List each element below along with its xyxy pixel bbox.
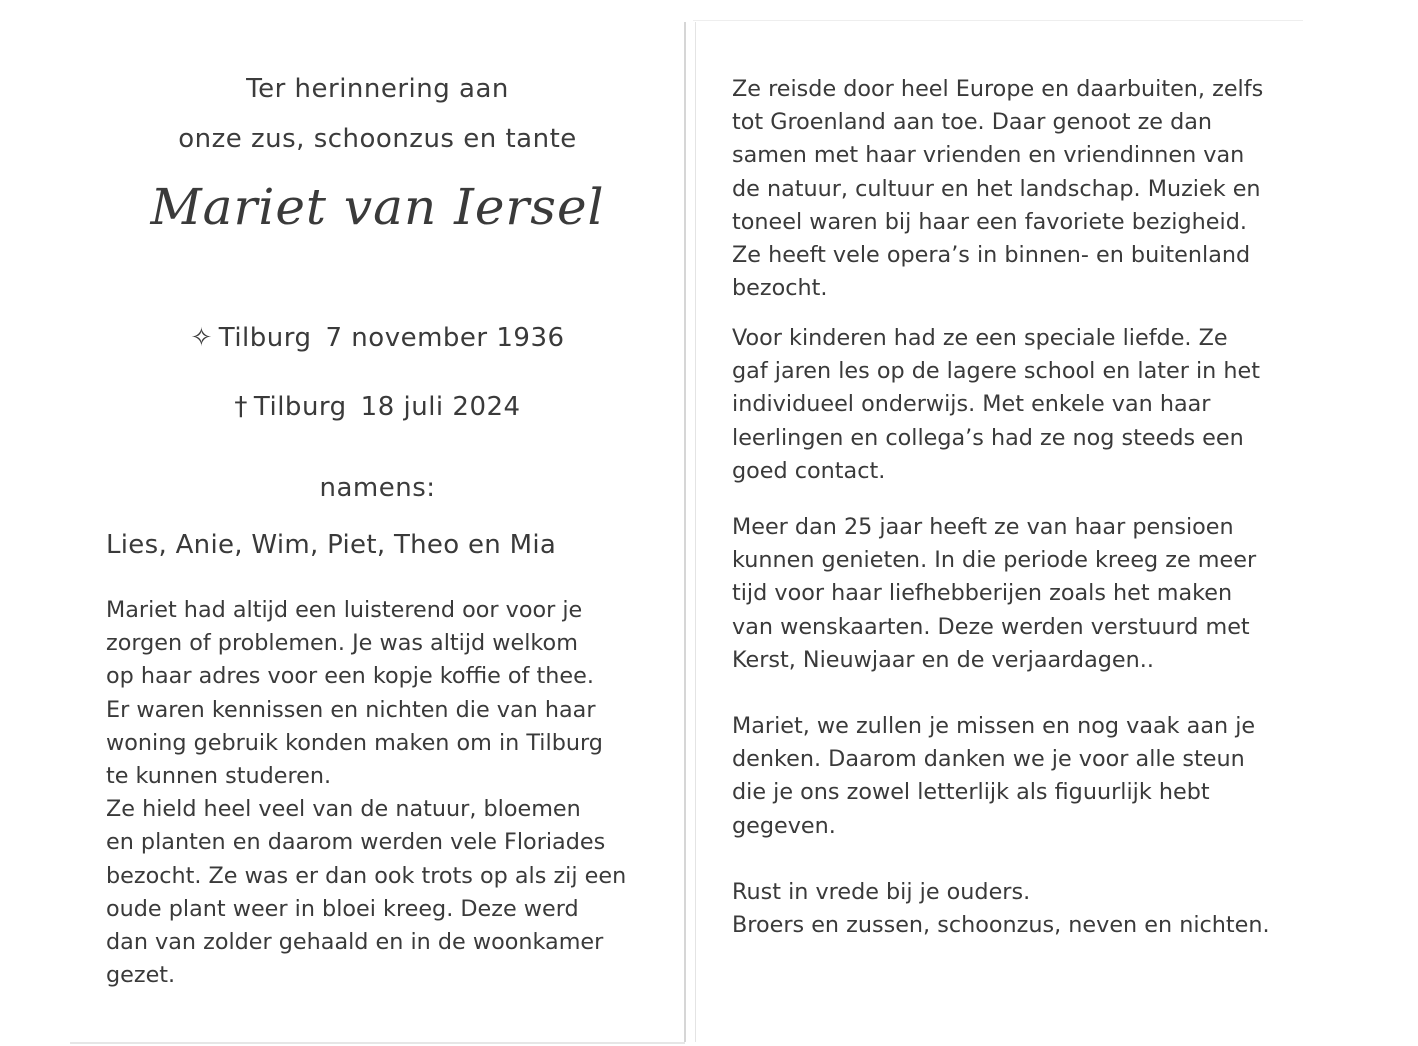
text-line: de natuur, cultuur en het landschap. Muziek en: [732, 175, 1261, 202]
text-line: woning gebruik konden maken om in Tilburg: [106, 729, 603, 756]
text-line: van wenskaarten. Deze werden verstuurd met: [732, 613, 1250, 640]
text-line: gaf jaren les op de lagere school en later in het: [732, 358, 1260, 385]
text-line: Mariet had altijd een luisterend oor voor je: [106, 597, 583, 623]
birth-date: 7 november 1936: [325, 323, 565, 353]
text-line: samen met haar vrienden en vriendinnen van: [732, 142, 1245, 169]
text-line: zorgen of problemen. Je was altijd welkom: [106, 630, 578, 657]
right-page: [693, 20, 1303, 1043]
text-line: bezocht.: [732, 275, 828, 302]
deceased-name: Mariet van Iersel: [150, 178, 605, 236]
text-line: Kerst, Nieuwjaar en de verjaardagen..: [732, 646, 1154, 673]
text-line: die je ons zowel letterlijk als figuurlijk hebt: [732, 779, 1210, 806]
on-behalf-label: namens:: [319, 473, 436, 503]
text-line: toneel waren bij haar een favoriete bezigheid.: [732, 208, 1247, 235]
text-line: en planten en daarom werden vele Floriades: [106, 829, 606, 856]
text-line: op haar adres voor een kopje koffie of thee.: [106, 663, 594, 690]
text-line: bezocht. Ze was er dan ook trots op als zij een: [106, 862, 627, 889]
paragraph-farewell: [732, 710, 1255, 843]
birth-line: [70, 323, 685, 353]
text-line: Ze hield heel veel van de natuur, bloemen: [106, 796, 581, 823]
text-line: kunnen genieten. In die periode kreeg ze meer: [732, 547, 1257, 574]
cross-icon: †: [234, 392, 248, 422]
text-line: gezet.: [106, 962, 176, 989]
text-line: Mariet, we zullen je missen en nog vaak aan je: [732, 713, 1256, 739]
intro-line-1: Ter herinnering aan: [246, 74, 509, 104]
text-line: Ze reisde door heel Europe en daarbuiten, zelfs: [732, 76, 1264, 102]
intro-line-2: onze zus, schoonzus en tante: [178, 124, 577, 154]
text-line: goed contact.: [732, 457, 886, 484]
paragraph-travel: [732, 73, 1263, 305]
paragraph-children: [732, 322, 1260, 488]
family-names: Lies, Anie, Wim, Piet, Theo en Mia: [106, 530, 557, 560]
text-line: Ze heeft vele opera’s in binnen- en buitenland: [732, 242, 1251, 269]
text-line: oude plant weer in bloei kreeg. Deze werd: [106, 895, 579, 922]
paragraph-pension: [732, 511, 1256, 677]
text-line: tot Groenland aan toe. Daar genoot ze dan: [732, 109, 1213, 136]
text-line: Rust in vrede bij je ouders.: [732, 879, 1031, 905]
text-line: tijd voor haar liefhebberijen zoals het maken: [732, 580, 1233, 607]
text-line: Meer dan 25 jaar heeft ze van haar pensioen: [732, 514, 1234, 540]
death-line: [70, 392, 685, 422]
text-line: Broers en zussen, schoonzus, neven en nichten.: [732, 912, 1270, 939]
paragraph-closing: [732, 876, 1270, 942]
birth-place: Tilburg: [218, 323, 312, 353]
text-line: Voor kinderen had ze een speciale liefde. Ze: [732, 325, 1228, 351]
text-line: denken. Daarom danken we je voor alle steun: [732, 746, 1245, 773]
left-paragraph: [106, 594, 626, 992]
star-icon: ✧: [190, 323, 213, 353]
text-line: te kunnen studeren.: [106, 763, 332, 790]
death-place: Tilburg: [253, 392, 347, 422]
text-line: gegeven.: [732, 812, 836, 839]
text-line: leerlingen en collega’s had ze nog steeds een: [732, 424, 1244, 451]
left-page: [70, 20, 685, 1044]
text-line: dan van zolder gehaald en in de woonkamer: [106, 929, 604, 956]
death-date: 18 juli 2024: [360, 392, 521, 422]
text-line: Er waren kennissen en nichten die van haar: [106, 696, 596, 723]
text-line: individueel onderwijs. Met enkele van haar: [732, 391, 1211, 418]
